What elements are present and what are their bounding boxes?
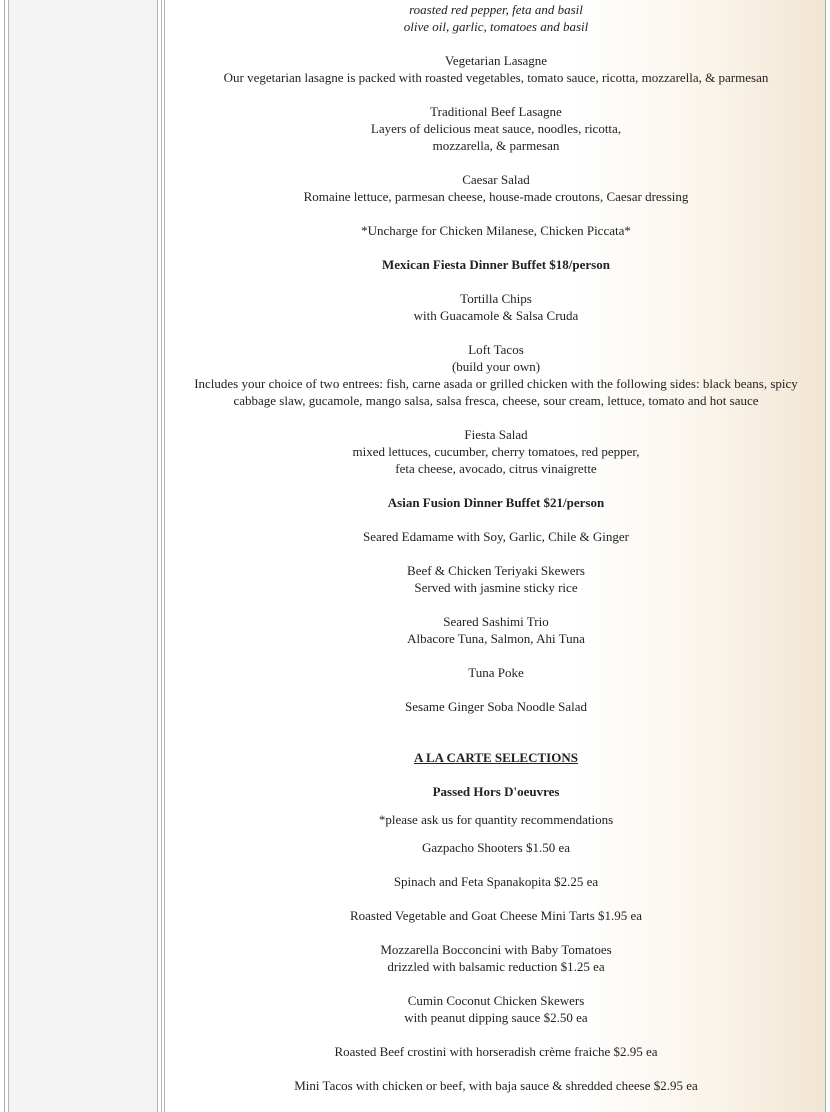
menu-item-name: Spinach and Feta Spanakopita $2.25 ea (393, 874, 599, 889)
menu-item-name: Fiesta Salad (464, 427, 528, 442)
menu-item-desc: Albacore Tuna, Salmon, Ahi Tuna (407, 631, 585, 646)
menu-item-desc: Our vegetarian lasagne is packed with roasted vegetables, tomato sauce, ricotta, mozzarella, & parmesan (223, 70, 769, 85)
menu-item-name: Gazpacho Shooters $1.50 ea (421, 840, 570, 855)
menu-item-name: Roasted Vegetable and Goat Cheese Mini Tarts $1.95 ea (349, 908, 643, 923)
menu-item-name: Traditional Beef Lasagne (430, 104, 562, 119)
menu-item-name: Mini Tacos with chicken or beef, with baja sauce & shredded cheese $2.95 ea (294, 1078, 698, 1093)
menu-content (166, 0, 825, 1112)
menu-item-desc: with Guacamole & Salsa Cruda (413, 308, 579, 323)
menu-item-desc: drizzled with balsamic reduction $1.25 ea (387, 959, 605, 974)
menu-item-desc: feta cheese, avocado, citrus vinaigrette (395, 461, 597, 476)
menu-text (180, 0, 812, 1111)
menu-item-subtitle: (build your own) (451, 359, 541, 374)
menu-item-desc: mixed lettuces, cucumber, cherry tomatoes, red pepper, (352, 444, 640, 459)
menu-item-desc: olive oil, garlic, tomatoes and basil (403, 19, 589, 34)
menu-item-name: Loft Tacos (468, 342, 524, 357)
menu-note: *please ask us for quantity recommendations (378, 812, 614, 827)
menu-item-desc: mozzarella, & parmesan (432, 138, 560, 153)
column-divider (161, 0, 165, 1112)
menu-item-name: Roasted Beef crostini with horseradish crème fraiche $2.95 ea (334, 1044, 658, 1059)
menu-item-desc: Served with jasmine sticky rice (414, 580, 578, 595)
menu-item-name: Cumin Coconut Chicken Skewers (407, 993, 585, 1008)
menu-item-name: Mozzarella Bocconcini with Baby Tomatoes (380, 942, 612, 957)
menu-item-name: Seared Edamame with Soy, Garlic, Chile & Ginger (363, 529, 629, 544)
menu-item-desc: Layers of delicious meat sauce, noodles, ricotta, (370, 121, 622, 136)
menu-item-desc: Includes your choice of two entrees: fish, carne asada or grilled chicken with the following sides: black beans, spicy cabbage slaw, gucamole, mango salsa, salsa fresca, cheese, sour cream, lettuce, tomato and hot sauce (194, 376, 798, 408)
menu-item-desc: with peanut dipping sauce $2.50 ea (404, 1010, 588, 1025)
buffet-title: Asian Fusion Dinner Buffet $21/person (387, 495, 605, 510)
menu-note: *Uncharge for Chicken Milanese, Chicken Piccata* (361, 223, 631, 238)
menu-item-name: Tuna Poke (468, 665, 524, 680)
menu-item-name: Vegetarian Lasagne (444, 53, 548, 68)
menu-item-desc: Romaine lettuce, parmesan cheese, house-made croutons, Caesar dressing (303, 189, 689, 204)
menu-item-name: Beef & Chicken Teriyaki Skewers (407, 563, 585, 578)
menu-item-name: Seared Sashimi Trio (443, 614, 549, 629)
section-title: A LA CARTE SELECTIONS (414, 750, 578, 765)
menu-item-name: Tortilla Chips (460, 291, 532, 306)
menu-item-desc: roasted red pepper, feta and basil (409, 2, 583, 17)
menu-item-name: Caesar Salad (462, 172, 530, 187)
menu-item-name: Sesame Ginger Soba Noodle Salad (405, 699, 587, 714)
buffet-title: Mexican Fiesta Dinner Buffet $18/person (382, 257, 610, 272)
left-sidebar (8, 0, 158, 1112)
subsection-title: Passed Hors D'oeuvres (432, 784, 560, 799)
